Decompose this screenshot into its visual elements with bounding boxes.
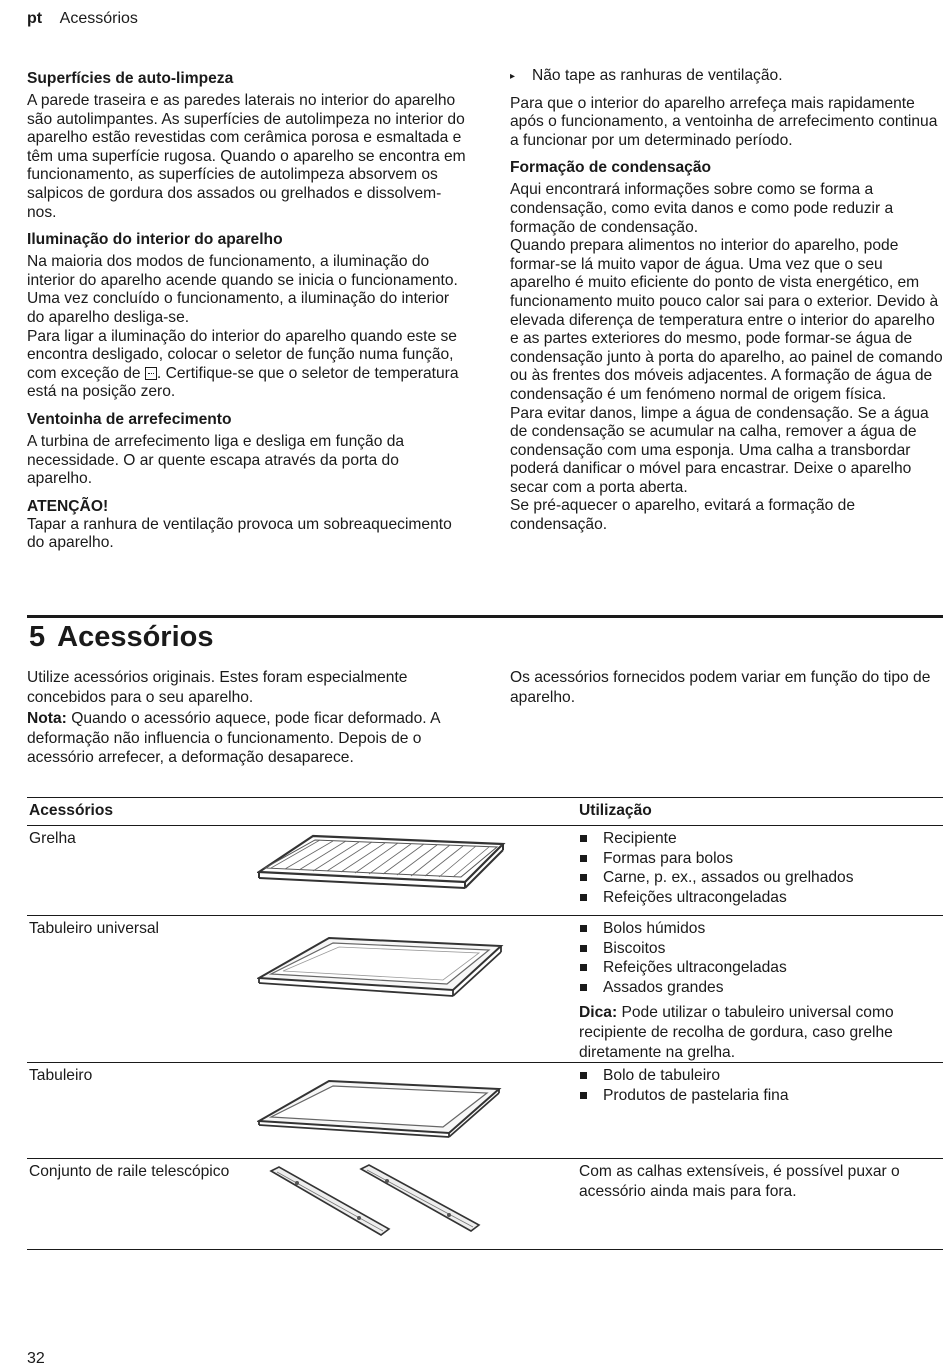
- list-item: Produtos de pastelaria fina: [579, 1086, 943, 1106]
- section-body-self-cleaning: A parede traseira e as paredes laterais no interior do aparelho são autolimpantes. As superfícies de autolimpeza no interior do aparelho estão revestidas com cerâmica porosa e esmaltada e têm uma superfície rugosa. Quando o aparelho se encontra em funcionamento, as superfícies de autolimpeza absorvem os salpicos de gordura dos assados ou grelhados e dissolvem-nos.: [27, 92, 466, 221]
- oven-function-icon: [145, 367, 157, 380]
- chapter-intro-left: [27, 668, 467, 768]
- section-body-cooling-fan: A turbina de arrefecimento liga e desliga em função da necessidade. O ar quente escapa através da porta do aparelho.: [27, 432, 405, 488]
- list-item: Carne, p. ex., assados ou grelhados: [579, 868, 943, 888]
- note-text: Quando o acessório aquece, pode ficar deformado. A deformação não influencia o funcionamento. Depois de o acessório arrefecer, a deformação desaparece.: [27, 710, 440, 766]
- chapter-divider: [27, 615, 943, 618]
- condensation-p1: Aqui encontrará informações sobre como se forma a condensação, como evita danos e como pode reduzir a formação de condensação.: [510, 181, 894, 236]
- section-title-self-cleaning: Superfícies de auto-limpeza: [27, 70, 234, 87]
- list-item: Assados grandes: [579, 978, 943, 998]
- list-item: Formas para bolos: [579, 849, 943, 869]
- wire-rack-illustration: [257, 830, 507, 896]
- list-item: Recipiente: [579, 829, 943, 849]
- baking-tray-illustration: [257, 1073, 507, 1149]
- accessory-name: Tabuleiro: [29, 1067, 93, 1084]
- tip-text: Pode utilizar o tabuleiro universal como recipiente de recolha de gordura, caso grelhe diretamente na grelha.: [579, 1004, 894, 1061]
- section-body-lighting-2: Para ligar a iluminação do interior do aparelho quando este se encontra desligado, colocar o seletor de função numa função, com exceção de . Certifique-se que o seletor de temperatura está na posição zero.: [27, 327, 459, 401]
- accessory-usage: [579, 919, 943, 1078]
- right-column: [510, 67, 946, 535]
- table-row: [27, 826, 943, 916]
- condensation-p4: Se pré-aquecer o aparelho, evitará a formação de condensação.: [510, 497, 856, 534]
- list-item: Biscoitos: [579, 939, 943, 959]
- condensation-p3: Para evitar danos, limpe a água de condensação. Se a água de condensação se acumular na calha, remover a água de condensação com uma esponja. Uma calha a transbordar poderá danificar o móvel para encastrar. Deixe o aparelho secar com a porta aberta.: [510, 404, 929, 496]
- list-item: Bolo de tabuleiro: [579, 1066, 943, 1086]
- section-title-lighting: Iluminação do interior do aparelho: [27, 231, 283, 249]
- section-title-cooling-fan: Ventoinha de arrefecimento: [27, 410, 232, 428]
- left-column: [27, 69, 467, 553]
- accessory-usage: Com as calhas extensíveis, é possível puxar o acessório ainda mais para fora.: [579, 1163, 900, 1200]
- ventilation-bullet: ▸ Não tape as ranhuras de ventilação.: [510, 67, 946, 87]
- accessories-table: [27, 797, 943, 1250]
- language-code: pt: [27, 10, 43, 27]
- table-header-usage: Utilização: [579, 802, 652, 819]
- accessory-usage: [579, 1066, 943, 1105]
- accessory-usage: [579, 829, 943, 907]
- cooling-fan-continued: Para que o interior do aparelho arrefeça mais rapidamente após o funcionamento, a ventoinha de arrefecimento continua a funcionar por um determinado período.: [510, 94, 938, 149]
- intro-paragraph: Utilize acessórios originais. Estes foram especialmente concebidos para o seu aparelho.: [27, 669, 408, 706]
- telescopic-rails-illustration: [267, 1163, 497, 1249]
- chapter-number: 5: [29, 621, 46, 653]
- table-header-accessories: Acessórios: [29, 802, 114, 819]
- accessory-name: Conjunto de raile telescópico: [29, 1163, 230, 1180]
- table-row: [27, 1159, 943, 1250]
- condensation-p2: Quando prepara alimentos no interior do aparelho, pode formar-se lá muito vapor de água. Uma vez que o seu aparelho é muito eficiente do ponto de vista energético, em funcionamento muito pouco calor sai para o exterior. Devido à elevada diferença de temperatura entre o interior do aparelho e as partes exteriores do mesmo, pode formar-se água de condensação junto à porta do aparelho, ao painel de comando ou às frentes dos móveis adjacentes. A formação de água de condensação é um fenómeno normal de origem física.: [510, 237, 943, 403]
- tip-label: Dica:: [579, 1004, 618, 1022]
- table-header: [27, 797, 943, 826]
- arrow-bullet-icon: ▸: [510, 71, 516, 82]
- accessory-name: Grelha: [29, 830, 76, 847]
- header-section: Acessórios: [59, 10, 138, 27]
- chapter-heading: Acessórios: [57, 621, 214, 653]
- chapter-title: [29, 621, 214, 654]
- list-item: Refeições ultracongeladas: [579, 888, 943, 908]
- list-item: Refeições ultracongeladas: [579, 958, 943, 978]
- table-row: [27, 916, 943, 1063]
- tip-paragraph: [579, 1003, 943, 1062]
- accessory-name: Tabuleiro universal: [29, 920, 160, 937]
- page-header: [27, 10, 138, 28]
- chapter-intro-right: Os acessórios fornecidos podem variar em função do tipo de aparelho.: [510, 669, 931, 706]
- universal-pan-illustration: [257, 930, 507, 1006]
- page-number: 32: [27, 1350, 45, 1367]
- warning-title: ATENÇÃO!: [27, 497, 109, 515]
- list-item: Bolos húmidos: [579, 919, 943, 939]
- note-paragraph: [27, 709, 467, 768]
- section-title-condensation: Formação de condensação: [510, 159, 712, 177]
- table-row: [27, 1063, 943, 1159]
- section-body-lighting-1: Na maioria dos modos de funcionamento, a iluminação do interior do aparelho acende quando se inicia o funcionamento. Uma vez concluído o funcionamento, a iluminação do interior do aparelho desliga-se.: [27, 253, 458, 326]
- note-label: Nota:: [27, 710, 67, 727]
- warning-body: Tapar a ranhura de ventilação provoca um sobreaquecimento do aparelho.: [27, 515, 452, 552]
